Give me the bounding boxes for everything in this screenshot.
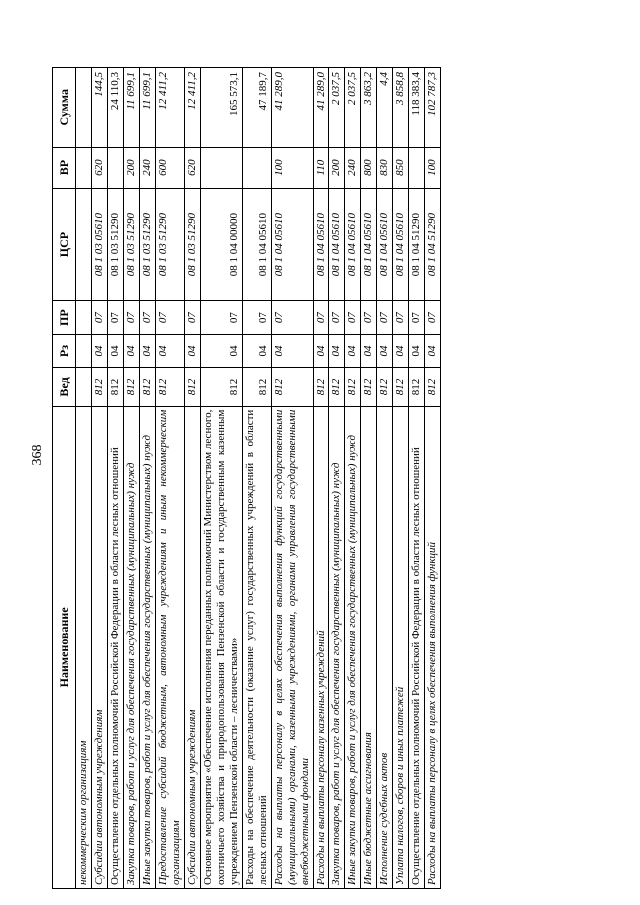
page-number: 368 <box>30 444 45 466</box>
row-vr: 620 <box>91 147 107 188</box>
row-csr <box>76 188 92 301</box>
row-rz: 04 <box>361 334 377 367</box>
row-rz: 04 <box>155 334 184 367</box>
row-vr <box>107 147 123 188</box>
row-vr: 240 <box>345 147 361 188</box>
row-ved: 812 <box>345 368 361 406</box>
table-row <box>123 68 139 889</box>
row-sum: 102 787,3 <box>425 68 441 148</box>
row-sum: 3 863,2 <box>361 68 377 148</box>
row-sum: 2 037,5 <box>329 68 345 148</box>
row-sum <box>76 68 92 148</box>
row-name: Расходы на выплаты персоналу в целях обеспечения выполнения функций государственными (муниципальными) органами, казенными учреждениями, органами управления государственными внебюджетными фондами <box>271 406 313 888</box>
row-pr: 07 <box>184 301 200 334</box>
row-sum: 11 699,1 <box>139 68 155 148</box>
table-row <box>361 68 377 889</box>
row-name: Закупка товаров, работ и услуг для обеспечения государственных (муниципальных) нужд <box>123 406 139 888</box>
row-vr: 100 <box>425 147 441 188</box>
row-rz <box>76 334 92 367</box>
row-rz: 04 <box>425 334 441 367</box>
row-ved: 812 <box>242 368 271 406</box>
row-pr: 07 <box>139 301 155 334</box>
row-pr <box>76 301 92 334</box>
row-rz: 04 <box>409 334 425 367</box>
header-rz: Рз <box>53 334 76 367</box>
row-sum: 3 858,8 <box>393 68 409 148</box>
row-pr: 07 <box>409 301 425 334</box>
row-ved: 812 <box>329 368 345 406</box>
header-name: Наименование <box>53 406 76 888</box>
row-ved: 812 <box>200 368 242 406</box>
row-name: Осуществление отдельных полномочий Российской Федерации в области лесных отношений <box>107 406 123 888</box>
row-sum: 12 411,2 <box>184 68 200 148</box>
row-vr: 830 <box>377 147 393 188</box>
row-ved: 812 <box>409 368 425 406</box>
row-name: Уплата налогов, сборов и иных платежей <box>393 406 409 888</box>
header-ved: Вед <box>53 368 76 406</box>
row-pr: 07 <box>242 301 271 334</box>
row-csr: 08 1 04 51290 <box>409 188 425 301</box>
row-rz: 04 <box>184 334 200 367</box>
row-vr: 800 <box>361 147 377 188</box>
row-rz: 04 <box>242 334 271 367</box>
row-sum: 2 037,5 <box>345 68 361 148</box>
row-sum: 4,4 <box>377 68 393 148</box>
row-ved: 812 <box>107 368 123 406</box>
row-vr <box>409 147 425 188</box>
row-name: Предоставление субсидий бюджетным, автономным учреждениям и иным некоммерческим организациям <box>155 406 184 888</box>
row-rz: 04 <box>139 334 155 367</box>
table-row <box>184 68 200 889</box>
row-vr: 200 <box>329 147 345 188</box>
row-sum: 24 110,3 <box>107 68 123 148</box>
table-row <box>409 68 425 889</box>
row-sum: 41 289,0 <box>313 68 329 148</box>
row-pr: 07 <box>345 301 361 334</box>
row-pr: 07 <box>329 301 345 334</box>
table-row <box>393 68 409 889</box>
table-row <box>200 68 242 889</box>
header-csr: ЦСР <box>53 188 76 301</box>
table-row <box>242 68 271 889</box>
row-ved: 812 <box>425 368 441 406</box>
row-rz: 04 <box>393 334 409 367</box>
row-csr: 08 1 04 05610 <box>242 188 271 301</box>
rotated-page <box>52 67 582 889</box>
row-pr: 07 <box>377 301 393 334</box>
row-rz: 04 <box>123 334 139 367</box>
row-ved: 812 <box>377 368 393 406</box>
header-sum: Сумма <box>53 68 76 148</box>
row-sum: 11 699,1 <box>123 68 139 148</box>
row-csr: 08 1 04 05610 <box>271 188 313 301</box>
row-sum: 144,5 <box>91 68 107 148</box>
row-sum: 12 411,2 <box>155 68 184 148</box>
header-vr: ВР <box>53 147 76 188</box>
row-vr <box>242 147 271 188</box>
row-pr: 07 <box>271 301 313 334</box>
row-ved: 812 <box>91 368 107 406</box>
row-ved: 812 <box>155 368 184 406</box>
row-ved: 812 <box>361 368 377 406</box>
table-row <box>91 68 107 889</box>
row-csr: 08 1 04 05610 <box>329 188 345 301</box>
row-vr: 240 <box>139 147 155 188</box>
table-row <box>345 68 361 889</box>
row-ved <box>76 368 92 406</box>
row-csr: 08 1 03 51290 <box>155 188 184 301</box>
row-sum: 47 189,7 <box>242 68 271 148</box>
table-row <box>425 68 441 889</box>
row-name: Основное мероприятие «Обеспечение исполнения переданных полномочий Министерством лесного, охотничьего хозяйства и природопользования Пензенской области и государственным казенным учреждением Пензенской области – лесничествами» <box>200 406 242 888</box>
row-sum: 118 383,4 <box>409 68 425 148</box>
row-pr: 07 <box>200 301 242 334</box>
row-sum: 41 289,0 <box>271 68 313 148</box>
row-csr: 08 1 03 51290 <box>139 188 155 301</box>
row-csr: 08 1 04 05610 <box>313 188 329 301</box>
row-name: некоммерческим организациям <box>76 406 92 888</box>
row-ved: 812 <box>123 368 139 406</box>
header-pr: ПР <box>53 301 76 334</box>
row-pr: 07 <box>425 301 441 334</box>
row-rz: 04 <box>107 334 123 367</box>
table-row <box>377 68 393 889</box>
table-row <box>107 68 123 889</box>
table-row <box>313 68 329 889</box>
row-rz: 04 <box>329 334 345 367</box>
row-pr: 07 <box>393 301 409 334</box>
row-pr: 07 <box>155 301 184 334</box>
row-pr: 07 <box>313 301 329 334</box>
row-csr: 08 1 04 05610 <box>393 188 409 301</box>
row-vr: 600 <box>155 147 184 188</box>
table-row <box>139 68 155 889</box>
row-name: Субсидии автономным учреждениям <box>184 406 200 888</box>
row-name: Расходы на обеспечение деятельности (оказание услуг) государственных учреждений в области лесных отношений <box>242 406 271 888</box>
row-pr: 07 <box>361 301 377 334</box>
row-vr: 620 <box>184 147 200 188</box>
table-row <box>76 68 92 889</box>
row-vr: 100 <box>271 147 313 188</box>
row-csr: 08 1 03 51290 <box>123 188 139 301</box>
row-ved: 812 <box>313 368 329 406</box>
row-csr: 08 1 03 51290 <box>184 188 200 301</box>
budget-table <box>52 67 441 889</box>
row-pr: 07 <box>107 301 123 334</box>
row-csr: 08 1 04 05610 <box>345 188 361 301</box>
row-ved: 812 <box>393 368 409 406</box>
row-csr: 08 1 04 51290 <box>425 188 441 301</box>
row-name: Субсидии автономным учреждениям <box>91 406 107 888</box>
row-csr: 08 1 04 00000 <box>200 188 242 301</box>
row-sum: 165 573,1 <box>200 68 242 148</box>
row-ved: 812 <box>184 368 200 406</box>
table-row <box>329 68 345 889</box>
row-rz: 04 <box>91 334 107 367</box>
row-rz: 04 <box>377 334 393 367</box>
row-name: Осуществление отдельных полномочий Российской Федерации в области лесных отношений <box>409 406 425 888</box>
row-csr: 08 1 04 05610 <box>361 188 377 301</box>
row-name: Иные закупки товаров, работ и услуг для обеспечения государственных (муниципальных) нужд <box>345 406 361 888</box>
row-name: Расходы на выплаты персоналу казенных учреждений <box>313 406 329 888</box>
row-name: Иные бюджетные ассигнования <box>361 406 377 888</box>
row-vr: 110 <box>313 147 329 188</box>
row-rz: 04 <box>271 334 313 367</box>
row-pr: 07 <box>123 301 139 334</box>
row-vr <box>200 147 242 188</box>
row-ved: 812 <box>139 368 155 406</box>
row-vr: 200 <box>123 147 139 188</box>
row-pr: 07 <box>91 301 107 334</box>
row-name: Расходы на выплаты персоналу в целях обеспечения выполнения функций <box>425 406 441 888</box>
row-rz: 04 <box>313 334 329 367</box>
row-csr: 08 1 04 05610 <box>377 188 393 301</box>
row-rz: 04 <box>200 334 242 367</box>
row-name: Иные закупки товаров, работ и услуг для обеспечения государственных (муниципальных) нужд <box>139 406 155 888</box>
table-row <box>155 68 184 889</box>
row-csr: 08 1 03 51290 <box>107 188 123 301</box>
row-ved: 812 <box>271 368 313 406</box>
table-row <box>271 68 313 889</box>
header-row <box>53 68 76 889</box>
row-name: Исполнение судебных актов <box>377 406 393 888</box>
row-vr <box>76 147 92 188</box>
row-name: Закупка товаров, работ и услуг для обеспечения государственных (муниципальных) нужд <box>329 406 345 888</box>
row-rz: 04 <box>345 334 361 367</box>
row-vr: 850 <box>393 147 409 188</box>
row-csr: 08 1 03 05610 <box>91 188 107 301</box>
